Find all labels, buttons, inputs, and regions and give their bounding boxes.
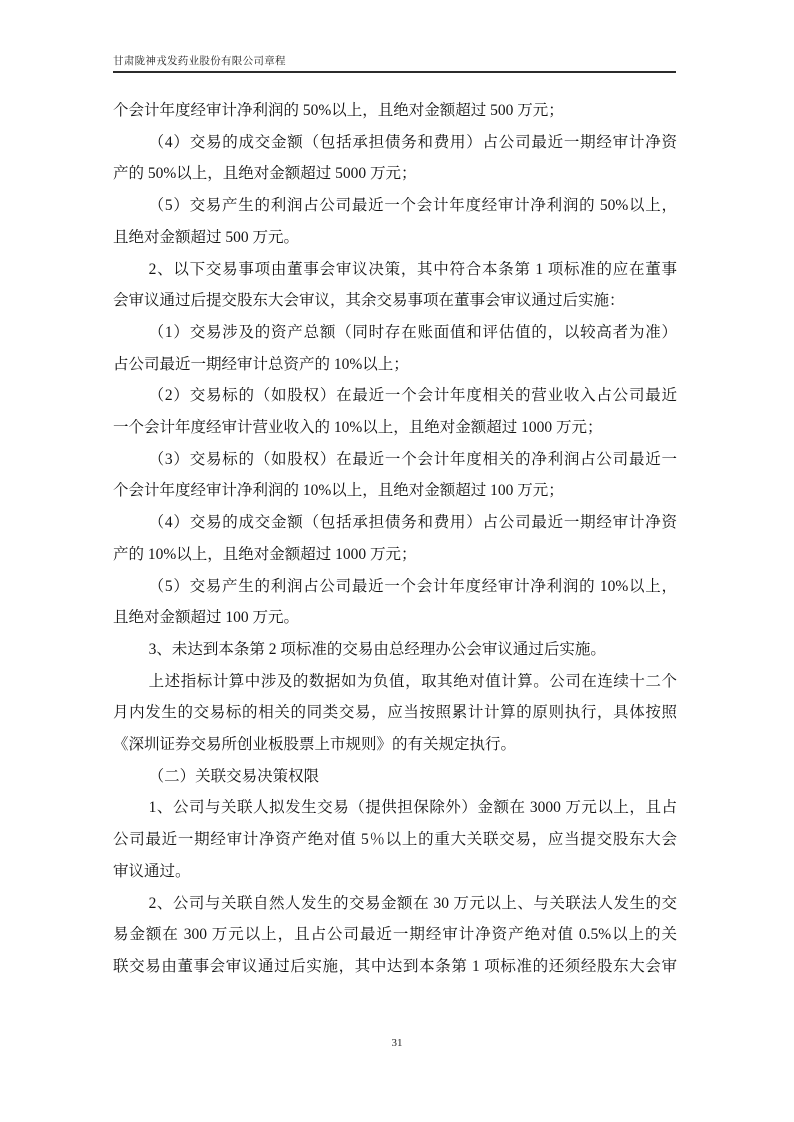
text-line: 2、以下交易事项由董事会审议决策，其中符合本条第 1 项标准的应在董事: [148, 260, 677, 278]
text-line: （5）交易产生的利润占公司最近一个会计年度经审计净利润的 50%以上，: [148, 197, 677, 215]
header-divider: [113, 71, 676, 73]
text-line: （4）交易的成交金额（包括承担债务和费用）占公司最近一期经审计净资: [148, 133, 677, 151]
text-line: 公司最近一期经审计净资产绝对值 5％以上的重大关联交易，应当提交股东大会: [113, 831, 677, 849]
text-line: （4）交易的成交金额（包括承担债务和费用）占公司最近一期经审计净资: [148, 514, 677, 532]
text-line: 会审议通过后提交股东大会审议，其余交易事项在董事会审议通过后实施：: [113, 292, 625, 310]
text-line: 一个会计年度经审计营业收入的 10%以上，且绝对金额超过 1000 万元；: [113, 419, 603, 437]
text-line: 个会计年度经审计净利润的 50%以上，且绝对金额超过 500 万元；: [113, 102, 564, 119]
text-line: 个会计年度经审计净利润的 10%以上，且绝对金额超过 100 万元；: [113, 482, 564, 500]
text-line: （3）交易标的（如股权）在最近一个会计年度相关的净利润占公司最近一: [148, 450, 677, 468]
text-line: 联交易由董事会审议通过后实施，其中达到本条第 1 项标准的还须经股东大会审: [113, 957, 677, 975]
text-line: 产的 10%以上，且绝对金额超过 1000 万元；: [113, 545, 417, 563]
text-line: 产的 50%以上，且绝对金额超过 5000 万元；: [113, 165, 417, 183]
text-line: 2、公司与关联自然人发生的交易金额在 30 万元以上、与关联法人发生的交: [148, 894, 677, 912]
text-line: 月内发生的交易标的相关的同类交易，应当按照累计计算的原则执行，具体按照: [113, 704, 677, 722]
text-line: 且绝对金额超过 500 万元。: [113, 228, 300, 246]
page-header-title: 甘肃陇神戎发药业股份有限公司章程: [113, 56, 286, 67]
text-line: 占公司最近一期经审计总资产的 10%以上；: [113, 355, 409, 373]
text-line: 且绝对金额超过 100 万元。: [113, 609, 300, 627]
text-line: 上述指标计算中涉及的数据如为负值，取其绝对值计算。公司在连续十二个: [148, 672, 677, 690]
document-body: [113, 95, 677, 983]
text-line: （5）交易产生的利润占公司最近一个会计年度经审计净利润的 10%以上，: [148, 577, 677, 595]
text-line: （1）交易涉及的资产总额（同时存在账面值和评估值的，以较高者为准）: [148, 323, 677, 341]
text-line: 审议通过。: [113, 862, 191, 880]
text-line: （2）交易标的（如股权）在最近一个会计年度相关的营业收入占公司最近: [148, 387, 677, 405]
text-line: 易金额在 300 万元以上，且占公司最近一期经审计净资产绝对值 0.5%以上的关: [113, 926, 677, 944]
text-line: （二）关联交易决策权限: [148, 767, 320, 785]
text-line: 《深圳证券交易所创业板股票上市规则》的有关规定执行。: [113, 736, 517, 754]
text-line: 1、公司与关联人拟发生交易（提供担保除外）金额在 3000 万元以上，且占: [148, 799, 677, 817]
text-line: 3、未达到本条第 2 项标准的交易由总经理办公会审议通过后实施。: [148, 640, 606, 658]
page-number: 31: [391, 1037, 403, 1049]
